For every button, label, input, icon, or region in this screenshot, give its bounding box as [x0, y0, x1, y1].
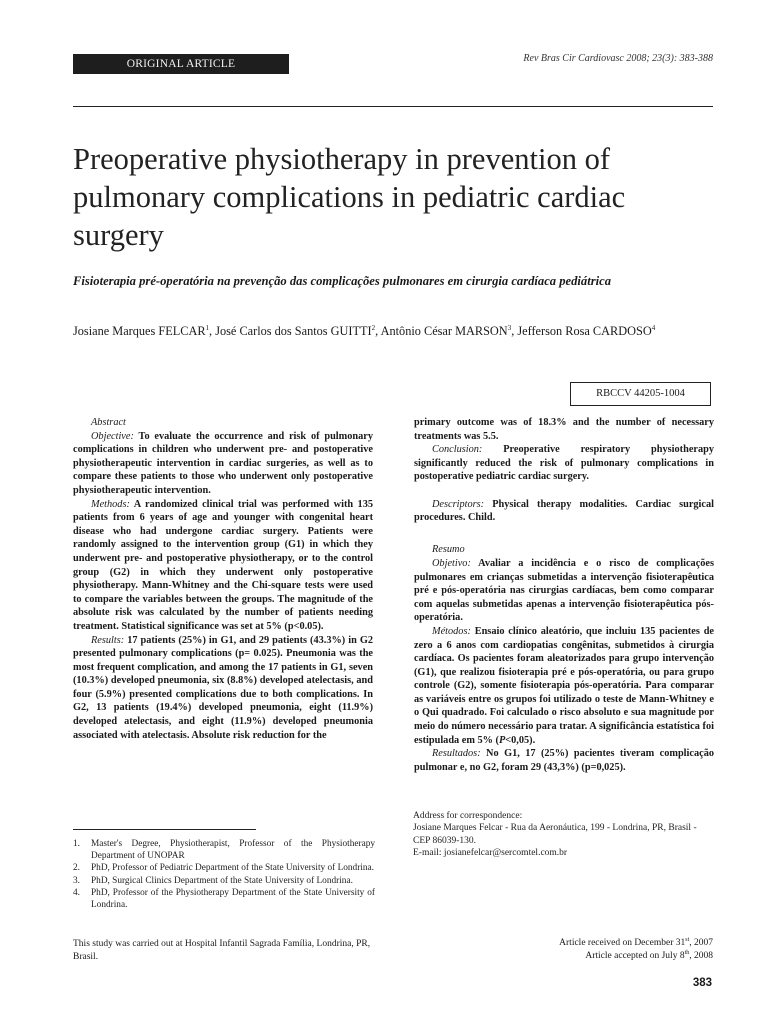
- footnote-text: PhD, Professor of the Physiotherapy Department of the State University of Londrina.: [91, 887, 375, 911]
- resultados-text: No G1, 17 (25%) pacientes tiveram complicação pulmonar e, no G2, foram 29 (43,3%) (p=0,025).: [414, 748, 714, 773]
- header-divider: [73, 106, 713, 107]
- metodos-label: Métodos:: [432, 625, 471, 637]
- footnote-text: Master's Degree, Physiotherapist, Professor of the Physiotherapy Department of UNOPAR: [91, 839, 375, 862]
- abstract-heading: Abstract: [91, 417, 126, 428]
- study-location-note: This study was carried out at Hospital Infantil Sagrada Família, Londrina, PR, Brasil.: [73, 939, 371, 962]
- page-number: 383: [692, 977, 712, 989]
- author-separator: ,: [511, 324, 518, 338]
- abstract-descriptors: [414, 498, 714, 525]
- conclusion-text: Preoperative respiratory physiotherapy significantly reduced the risk of pulmonary complications in postoperative pediatric cardiac surgery.: [414, 444, 714, 483]
- footnote-number: 2.: [73, 863, 80, 874]
- footnote: [73, 862, 375, 874]
- metodos-tail: <0,05).: [505, 734, 536, 746]
- article-title: Preoperative physiotherapy in prevention of pulmonary complications in pediatric cardiac surgery: [73, 142, 626, 252]
- results-text: 17 patients (25%) in G1, and 29 patients (43.3%) in G2 presented pulmonary complications (p= 0.025). Pneumonia was the most frequent complication, and among the 17 patients in G1, seven (10.3%) developed pneumonia, six (8.8%) developed atelectasis, and four (5.9%) presented complications due to both complications. In G2, 13 patients (19.4%) developed pneumonia, eight (11.9%) developed atelectasis, and eight (11.9%) developed pneumonia associated with atelectasis. Absolute risk reduction for the: [73, 634, 373, 741]
- footnote-divider: [73, 829, 256, 830]
- author-list: [73, 322, 713, 340]
- author-affiliation-mark: 3: [507, 324, 512, 332]
- author-name: Josiane Marques FELCAR: [73, 324, 206, 338]
- article-code-box: RBCCV 44205-1004: [570, 382, 711, 406]
- received-prefix: Article received on December 31: [559, 938, 686, 948]
- accepted-suffix: , 2008: [689, 951, 713, 961]
- correspondence-block: [413, 810, 713, 859]
- author-name: Antônio César MARSON: [380, 324, 508, 338]
- resultados-label: Resultados:: [432, 748, 481, 760]
- objetivo-text: Avaliar a incidência e o risco de complicações pulmonares em crianças submetidas a intervenção fisioterapêutica pré e pós-operatória nas cirurgias cardíacas, bem como comparar com aquelas submetidas apenas a intervenção fisioterapêutica pós-operatória.: [414, 557, 714, 624]
- footnote: [73, 887, 375, 911]
- resumo-heading: Resumo: [432, 544, 465, 556]
- spacer: [414, 525, 714, 539]
- journal-citation: Rev Bras Cir Cardiovasc 2008; 23(3): 383-388: [523, 53, 713, 64]
- correspondence-email: E-mail: josianefelcar@sercomtel.com.br: [413, 847, 568, 858]
- abstract-objective: [73, 430, 373, 498]
- article-subtitle-portuguese: Fisioterapia pré-operatória na prevenção das complicações pulmonares em cirurgia cardíaca pediátrica: [73, 274, 611, 288]
- footnote-number: 4.: [73, 887, 80, 898]
- metodos-text: Ensaio clínico aleatório, que incluiu 135 pacientes de zero a 6 anos com cardiopatias congênitas, submetidos à cirurgia cardíaca. Os pacientes foram aleatorizados para grupo intervenção (G1), que realizou fisioterapia pré e pós-operatória, ou para grupo controle (G2), somente fisioterapia pós-operatória. Para comparar as variáveis entre os grupos foi utilizado o teste de Mann-Whitney e o Qui quadrado. Foi calculado o risco absoluto e sua magnitude por meio do número necessário para tratar. A significância estatística foi estipulada em 5% (: [414, 625, 714, 746]
- resumo-resultados: [414, 747, 714, 774]
- correspondence-heading: Address for correspondence:: [413, 811, 523, 821]
- correspondence-address: Josiane Marques Felcar - Rua da Aeronáutica, 199 - Londrina, PR, Brasil - CEP 86039-130.: [413, 823, 697, 846]
- accepted-date: [420, 950, 713, 963]
- article-type-label: ORIGINAL ARTICLE: [73, 54, 289, 74]
- abstract-results: [73, 634, 373, 743]
- results-continuation: primary outcome was of 18.3% and the number of necessary treatments was 5.5.: [414, 417, 714, 442]
- accepted-ordinal: th: [684, 950, 690, 956]
- received-ordinal: st: [685, 937, 690, 943]
- resumo-metodos: [414, 625, 714, 747]
- descriptors-label: Descriptors:: [432, 498, 485, 510]
- article-dates: [420, 937, 713, 963]
- footnote-number: 1.: [73, 839, 80, 849]
- received-suffix: , 2007: [689, 938, 713, 948]
- objetivo-label: Objetivo:: [432, 557, 471, 569]
- resumo-objetivo: [414, 557, 714, 625]
- spacer: [414, 484, 714, 498]
- received-date: [420, 937, 713, 950]
- accepted-prefix: Article accepted on July 8: [585, 951, 685, 961]
- author-affiliation-mark: 4: [651, 324, 656, 332]
- conclusion-label: Conclusion:: [432, 444, 483, 456]
- abstract-conclusion: [414, 443, 714, 484]
- objective-text: To evaluate the occurrence and risk of pulmonary complications in children who underwent pre- and postoperative physiotherapeutic intervention in cardiac surgeries, as well as to compare these patients to those who underwent only postoperative physiotherapeutic intervention.: [73, 430, 373, 496]
- footnote: [73, 838, 375, 862]
- methods-text: A randomized clinical trial was performed with 135 patients from 6 years of age and younger with congenital heart disease who had undergone cardiac surgery. Patients were randomly assigned to the intervention group (G1) in which they underwent pre- and postoperative physiotherapy, or to the control group (G2) in which they underwent only postoperative physiotherapy. Mann-Whitney and the Chi-square tests were used to compare the variables between the groups. The magnitude of the absolute risk was calculated by the number of patients needing treatment. Statistical significance was set at 5% (p<0.05).: [73, 498, 373, 632]
- footnote-number: 3.: [73, 875, 80, 886]
- abstract-methods: [73, 498, 373, 634]
- footnote: [73, 875, 375, 887]
- descriptors-text: Physical therapy modalities. Cardiac surgical procedures. Child.: [414, 498, 714, 524]
- results-label: Results:: [91, 634, 125, 646]
- objective-label: Objective:: [91, 430, 134, 442]
- author-affiliation-mark: 1: [205, 324, 210, 332]
- author-separator: ,: [375, 324, 381, 338]
- author-separator: ,: [209, 324, 216, 338]
- footnote-list: [73, 838, 375, 911]
- author-affiliation-mark: 2: [371, 324, 376, 332]
- abstract-column: [73, 416, 373, 742]
- methods-label: Methods:: [91, 498, 130, 510]
- metodos-p-symbol: P: [498, 734, 506, 746]
- author-name: Jefferson Rosa CARDOSO: [517, 324, 652, 338]
- footnote-text: PhD, Surgical Clinics Department of the State University of Londrina.: [91, 875, 353, 886]
- footnote-text: PhD, Professor of Pediatric Department of the State University of Londrina.: [91, 863, 374, 874]
- resumo-column: [414, 416, 714, 774]
- author-name: José Carlos dos Santos GUITTI: [215, 324, 372, 338]
